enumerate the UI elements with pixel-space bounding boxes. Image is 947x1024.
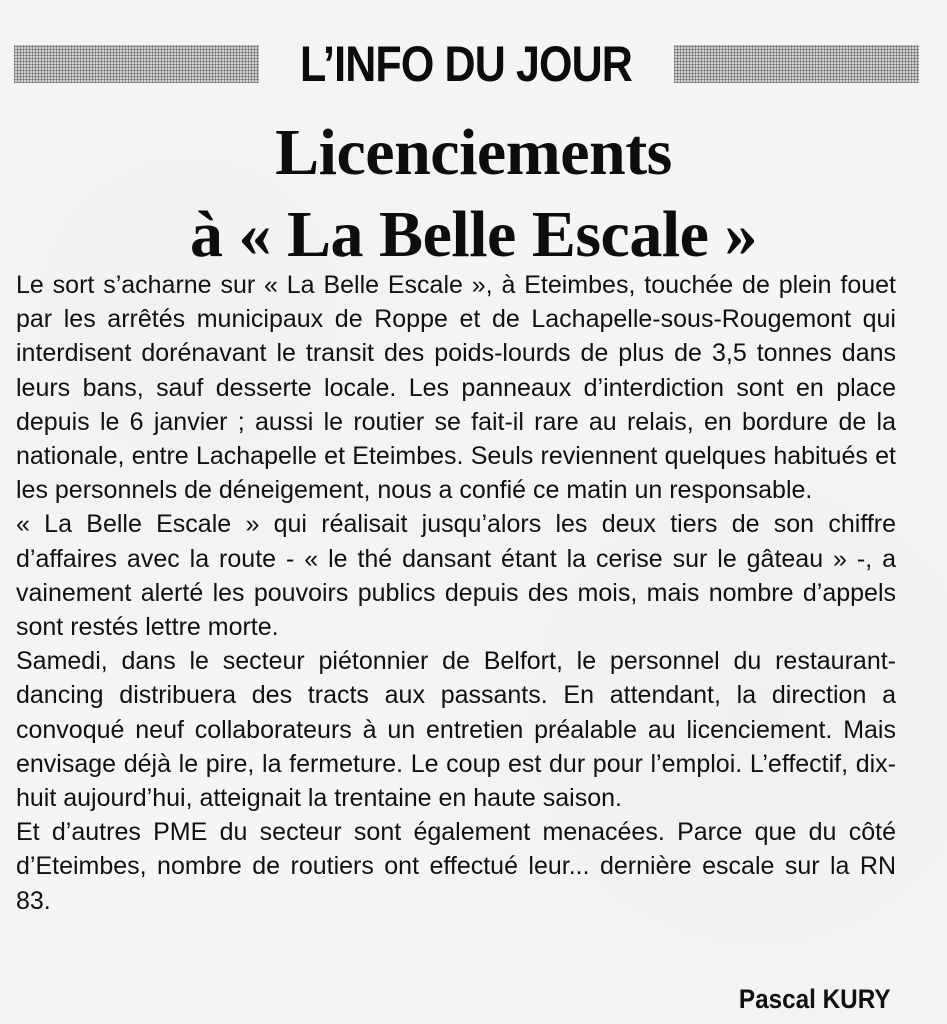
section-rubric [14, 38, 919, 90]
headline-line-1: Licenciements [275, 116, 672, 189]
article-paragraph-2: « La Belle Escale » qui réalisait jusqu’alors les deux tiers de son chiffre d’affaires avec la route - « le thé dansant étant la cerise sur le gâteau » -, a vainement alerté les pouvoirs publics depuis des mois, mais nombre d’appels sont restés lettre morte. [16, 510, 896, 642]
article-paragraph-4: Et d’autres PME du secteur sont également menacées. Parce que du côté d’Eteimbes, nombre de routiers ont effectué leur... dernière escale sur la RN 83. [16, 818, 896, 915]
article-headline [0, 112, 947, 276]
article-paragraph-3: Samedi, dans le secteur piétonnier de Belfort, le personnel du restaurant-dancing distribuera des tracts aux passants. En attendant, la direction a convoqué neuf collaborateurs à un entretien préalable au licenciement. Mais envisage déjà le pire, la fermeture. Le coup est dur pour l’emploi. L’effectif, dix-huit aujourd’hui, atteignait la trentaine en haute saison. [16, 647, 896, 813]
author-byline: Pascal KURY [739, 984, 891, 1014]
rubric-screen-left [14, 45, 259, 83]
article-body [16, 268, 896, 918]
rubric-screen-right [674, 45, 919, 83]
rubric-title: L’INFO DU JOUR [300, 36, 633, 92]
article-paragraph-1: Le sort s’acharne sur « La Belle Escale », à Eteimbes, touchée de plein fouet par les arrêtés municipaux de Roppe et de Lachapelle-sous-Rougemont qui interdisent dorénavant le transit des poids-lourds de plus de 3,5 tonnes dans leurs bans, sauf desserte locale. Les panneaux d’interdiction sont en place depuis le 6 janvier ; aussi le routier se fait-il rare au relais, en bordure de la nationale, entre Lachapelle et Eteimbes. Seuls reviennent quelques habitués et les personnels de déneigement, nous a confié ce matin un responsable. [16, 271, 896, 505]
headline-line-2: à « La Belle Escale » [190, 198, 757, 271]
